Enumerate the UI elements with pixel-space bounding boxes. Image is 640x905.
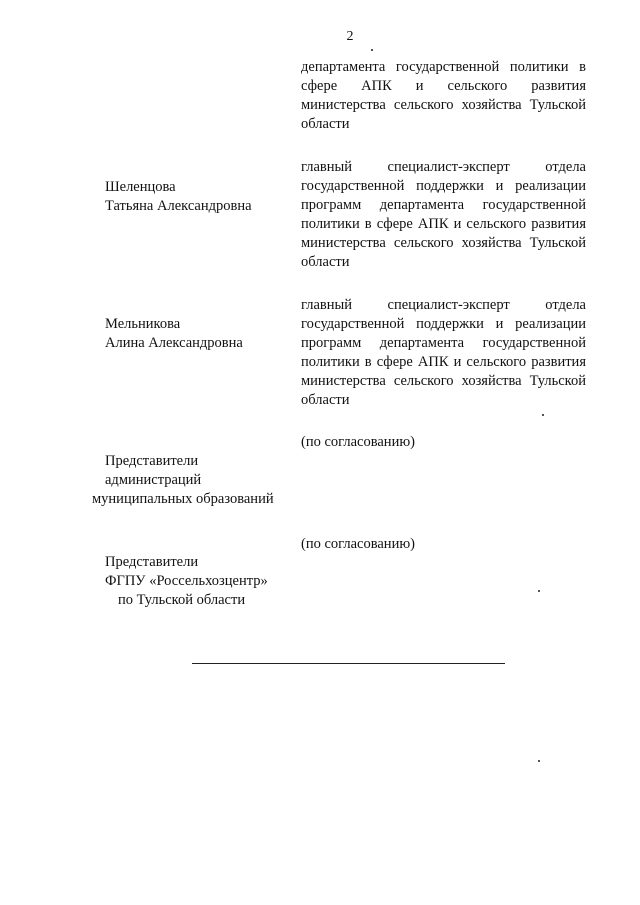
description-line: главный специалист-эксперт отдела (301, 159, 586, 175)
entry-1-description (301, 58, 586, 134)
description-line: области (301, 254, 350, 270)
given-names: Алина Александровна (105, 335, 243, 351)
scan-speck (542, 414, 544, 416)
description-line: министерства сельского хозяйства Тульской (301, 235, 586, 251)
name-line: ФГПУ «Россельхозцентр» (105, 573, 268, 589)
description-line: области (301, 392, 350, 408)
surname: Мельникова (105, 316, 181, 332)
entry-4-description: (по согласованию) (301, 434, 415, 450)
closing-rule (192, 663, 505, 664)
entry-4-name (92, 452, 274, 509)
description-line: области (301, 116, 350, 132)
description-line: департамента государственной политики в (301, 59, 586, 75)
description-line: министерства сельского хозяйства Тульской (301, 97, 586, 113)
entry-5-name (105, 553, 268, 610)
name-line: Представители (105, 453, 199, 469)
name-line: администраций (105, 472, 202, 488)
surname: Шеленцова (105, 179, 176, 195)
name-line: по Тульской области (118, 592, 246, 608)
name-line: Представители (105, 554, 199, 570)
scan-speck (371, 49, 373, 51)
description-line: программ департамента государственной (301, 197, 586, 213)
description-line: сфере АПК и сельского развития (301, 78, 586, 94)
entry-3-description (301, 296, 586, 410)
page-number: 2 (346, 29, 354, 44)
scan-speck (538, 590, 540, 592)
description-line: государственной поддержки и реализации (301, 316, 586, 332)
description-line: программ департамента государственной (301, 335, 586, 351)
description-line: главный специалист-эксперт отдела (301, 297, 586, 313)
description-line: политики в сфере АПК и сельского развития (301, 354, 586, 370)
entry-2-name (105, 178, 252, 216)
scan-speck (538, 760, 540, 762)
entry-2-description (301, 158, 586, 272)
entry-3-name (105, 315, 243, 353)
description-line: государственной поддержки и реализации (301, 178, 586, 194)
name-line: муниципальных образований (92, 491, 274, 507)
description-line: министерства сельского хозяйства Тульской (301, 373, 586, 389)
entry-5-description: (по согласованию) (301, 536, 415, 552)
description-line: политики в сфере АПК и сельского развития (301, 216, 586, 232)
given-names: Татьяна Александровна (105, 198, 252, 214)
